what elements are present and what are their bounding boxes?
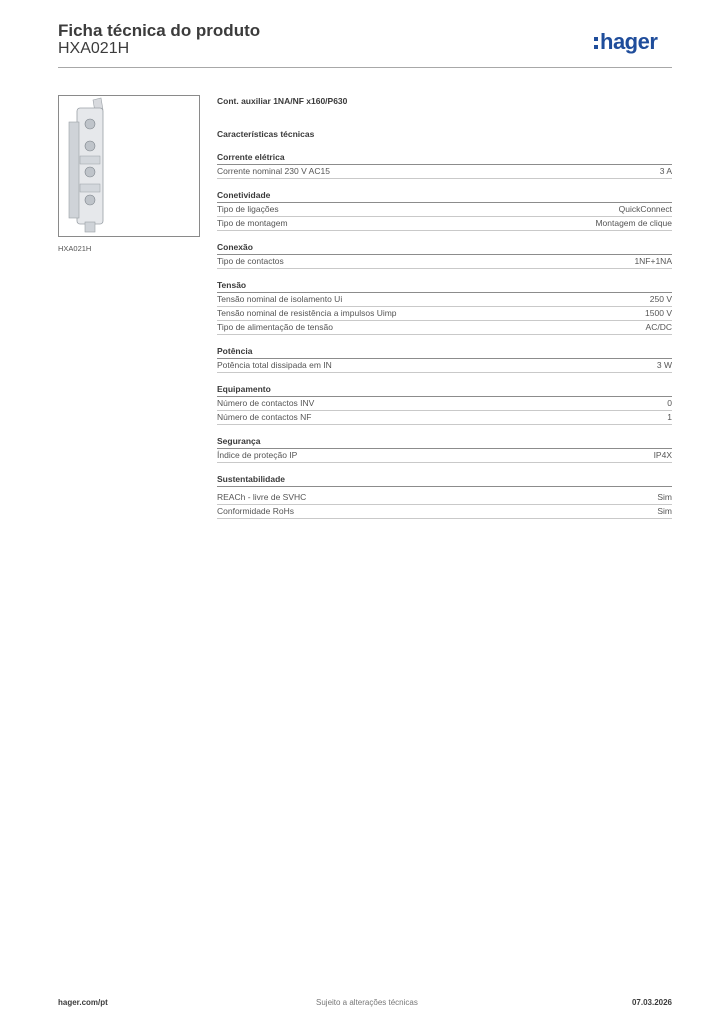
- spec-content: [217, 92, 672, 519]
- section-title: Potência: [217, 344, 672, 359]
- spec-label: Número de contactos INV: [217, 398, 315, 408]
- spec-value: 3 A: [659, 166, 672, 176]
- spec-row: [217, 165, 672, 179]
- spec-row: [217, 411, 672, 425]
- product-code: HXA021H: [58, 40, 130, 57]
- spec-label: Índice de proteção IP: [217, 450, 298, 460]
- spec-label: Tipo de alimentação de tensão: [217, 322, 333, 332]
- spec-value: IP4X: [653, 450, 672, 460]
- spec-value: 3 W: [656, 360, 672, 370]
- section-potencia: [217, 344, 672, 373]
- spec-value: AC/DC: [645, 322, 672, 332]
- image-caption: HXA021H: [58, 244, 92, 253]
- spec-value: Sim: [657, 492, 672, 502]
- spec-row: [217, 505, 672, 519]
- auxiliary-contact-illustration: [59, 96, 199, 236]
- product-name: Cont. auxiliar 1NA/NF x160/P630: [217, 96, 348, 106]
- page-title: Ficha técnica do produto: [58, 21, 261, 40]
- section-title: Conexão: [217, 240, 672, 255]
- spec-row: [217, 491, 672, 505]
- spec-label: REACh - livre de SVHC: [217, 492, 307, 502]
- spec-label: Tensão nominal de resistência a impulsos Uimp: [217, 308, 397, 318]
- section-title: Corrente elétrica: [217, 150, 672, 165]
- section-corrente-eletrica: [217, 150, 672, 179]
- spec-label: Potência total dissipada em IN: [217, 360, 332, 370]
- footer-notice: Sujeito a alterações técnicas: [316, 998, 418, 1007]
- spec-row: [217, 449, 672, 463]
- spec-row: [217, 293, 672, 307]
- section-title: Tensão: [217, 278, 672, 293]
- section-tensao: [217, 278, 672, 335]
- product-image: [58, 95, 200, 237]
- section-conetividade: [217, 188, 672, 231]
- section-conexao: [217, 240, 672, 269]
- spec-value: Sim: [657, 506, 672, 516]
- spec-value: 250 V: [649, 294, 672, 304]
- spec-row: [217, 307, 672, 321]
- section-title: Equipamento: [217, 382, 672, 397]
- spec-label: Tipo de montagem: [217, 218, 288, 228]
- spec-label: Conformidade RoHs: [217, 506, 295, 516]
- spec-row: [217, 217, 672, 231]
- section-title: Sustentabilidade: [217, 472, 672, 487]
- spec-row: [217, 397, 672, 411]
- footer-website[interactable]: hager.com/pt: [58, 998, 108, 1007]
- spec-value: 1NF+1NA: [634, 256, 672, 266]
- section-sustentabilidade: [217, 472, 672, 519]
- spec-value: QuickConnect: [618, 204, 672, 214]
- footer-date: 07.03.2026: [631, 998, 672, 1007]
- characteristics-title: Características técnicas: [217, 129, 315, 139]
- spec-label: Tipo de contactos: [217, 256, 284, 266]
- spec-label: Corrente nominal 230 V AC15: [217, 166, 330, 176]
- spec-label: Tipo de ligações: [217, 204, 279, 214]
- hager-logo: [594, 26, 674, 60]
- spec-label: Tensão nominal de isolamento Ui: [217, 294, 343, 304]
- section-title: Conetividade: [217, 188, 672, 203]
- spec-value: 1500 V: [645, 308, 672, 318]
- section-seguranca: [217, 434, 672, 463]
- spec-row: [217, 203, 672, 217]
- section-title: Segurança: [217, 434, 672, 449]
- spec-row: [217, 255, 672, 269]
- spec-row: [217, 321, 672, 335]
- spec-row: [217, 359, 672, 373]
- svg-text:hager: hager: [600, 29, 658, 54]
- spec-value: 1: [667, 412, 672, 422]
- spec-value: 0: [667, 398, 672, 408]
- header-divider: [58, 67, 672, 68]
- spec-label: Número de contactos NF: [217, 412, 312, 422]
- spec-value: Montagem de clique: [595, 218, 672, 228]
- section-equipamento: [217, 382, 672, 425]
